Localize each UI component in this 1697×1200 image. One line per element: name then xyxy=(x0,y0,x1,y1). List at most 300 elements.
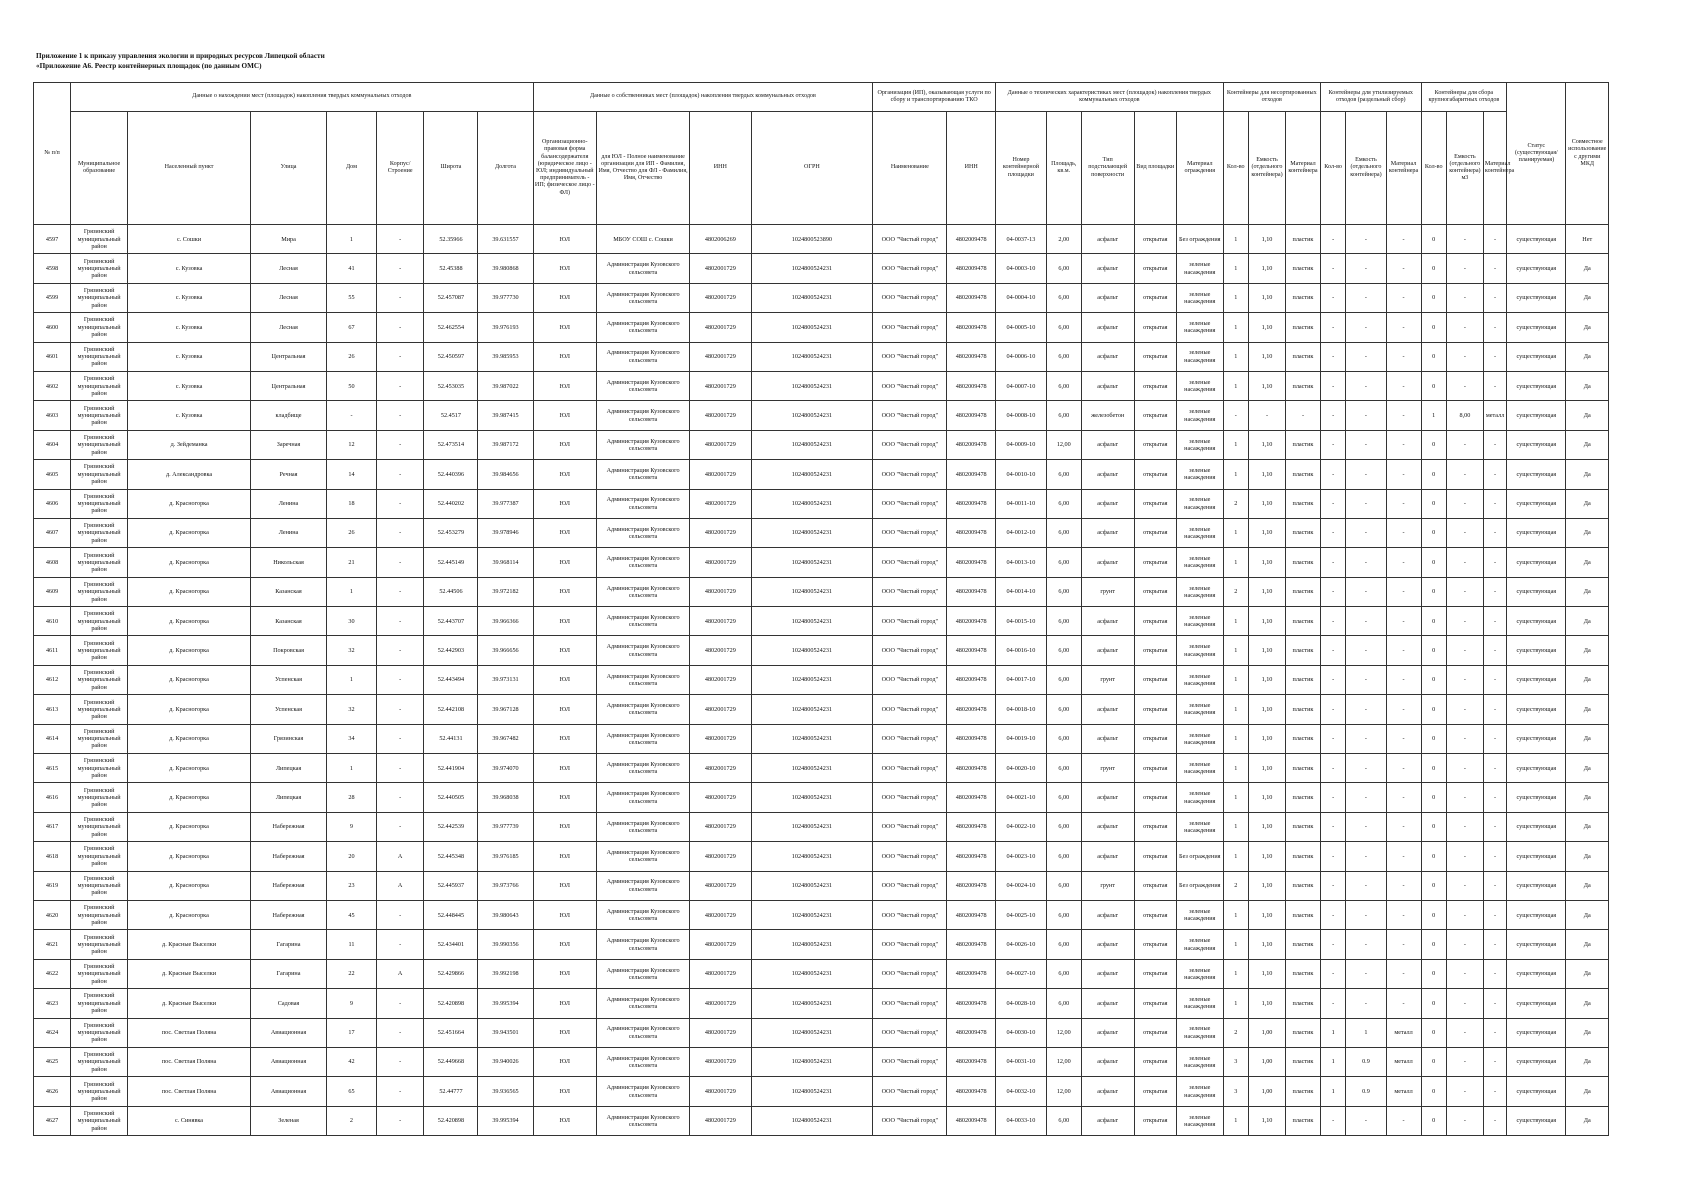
cell-fence: зеленые насаждения xyxy=(1176,665,1223,694)
cell-owner-name: Администрация Кузовского сельсовета xyxy=(597,430,690,459)
cell-operator-name: ООО "Чистый город" xyxy=(873,812,947,841)
cell-street: Лесная xyxy=(250,313,326,342)
cell-row-number: 4626 xyxy=(34,1077,71,1106)
cell-unsorted-material: пластик xyxy=(1286,430,1321,459)
cell-longitude: 39.977730 xyxy=(478,283,533,312)
cell-site-number: 04-0006-10 xyxy=(996,342,1047,371)
cell-building: - xyxy=(376,371,424,400)
cell-unsorted-material: пластик xyxy=(1286,665,1321,694)
cell-recyclable-material: - xyxy=(1386,254,1421,283)
cell-surface: асфальт xyxy=(1081,695,1134,724)
cell-operator-inn: 4802009478 xyxy=(947,489,996,518)
cell-unsorted-material: пластик xyxy=(1286,989,1321,1018)
cell-unsorted-material: пластик xyxy=(1286,371,1321,400)
cell-bulky-material: - xyxy=(1483,225,1506,254)
cell-bulky-volume: - xyxy=(1446,754,1483,783)
cell-bulky-material: - xyxy=(1483,607,1506,636)
cell-unsorted-material: пластик xyxy=(1286,313,1321,342)
cell-row-number: 4622 xyxy=(34,959,71,988)
cell-unsorted-volume: 1,00 xyxy=(1248,1077,1285,1106)
cell-operator-inn: 4802009478 xyxy=(947,430,996,459)
cell-settlement: д. Красные Выселки xyxy=(128,959,251,988)
header-group-bulky-containers: Контейнеры для сбора крупногабаритных отходов xyxy=(1421,83,1507,112)
cell-site-type: открытая xyxy=(1134,283,1176,312)
cell-house: 65 xyxy=(327,1077,377,1106)
cell-site-type: открытая xyxy=(1134,930,1176,959)
cell-owner-ogrn: 1024800524231 xyxy=(751,283,873,312)
cell-owner-ogrn: 1024800524231 xyxy=(751,665,873,694)
cell-operator-name: ООО "Чистый город" xyxy=(873,607,947,636)
cell-operator-inn: 4802009478 xyxy=(947,607,996,636)
cell-site-number: 04-0004-10 xyxy=(996,283,1047,312)
table-row xyxy=(34,430,1609,459)
table-row xyxy=(34,871,1609,900)
cell-recyclable-material: - xyxy=(1386,665,1421,694)
header-site-number: Номер контейнерной площадки xyxy=(996,112,1047,225)
cell-unsorted-material: пластик xyxy=(1286,724,1321,753)
cell-site-number: 04-0018-10 xyxy=(996,695,1047,724)
cell-bulky-material: - xyxy=(1483,989,1506,1018)
cell-settlement: с. Кузовка xyxy=(128,371,251,400)
cell-owner-inn: 4802001729 xyxy=(690,371,751,400)
cell-operator-name: ООО "Чистый город" xyxy=(873,1106,947,1135)
cell-operator-inn: 4802009478 xyxy=(947,842,996,871)
cell-site-type: открытая xyxy=(1134,577,1176,606)
cell-operator-inn: 4802009478 xyxy=(947,871,996,900)
cell-latitude: 52.473514 xyxy=(424,430,478,459)
cell-house: 21 xyxy=(327,548,377,577)
cell-recyclable-material: - xyxy=(1386,577,1421,606)
cell-owner-name: Администрация Кузовского сельсовета xyxy=(597,783,690,812)
header-owner-inn: ИНН xyxy=(690,112,751,225)
cell-owner-inn: 4802001729 xyxy=(690,754,751,783)
cell-recyclable-count: - xyxy=(1320,871,1345,900)
cell-latitude: 52.445937 xyxy=(424,871,478,900)
cell-bulky-volume: - xyxy=(1446,842,1483,871)
cell-recyclable-volume: - xyxy=(1346,930,1386,959)
cell-legal-form: ЮЛ xyxy=(533,1077,596,1106)
cell-house: - xyxy=(327,401,377,430)
cell-site-number: 04-0017-10 xyxy=(996,665,1047,694)
cell-municipality: Грязинский муниципальный район xyxy=(71,900,128,929)
cell-row-number: 4597 xyxy=(34,225,71,254)
cell-operator-name: ООО "Чистый город" xyxy=(873,783,947,812)
header-line-1: Приложение 1 к приказу управления экологии и природных ресурсов Липецкой области xyxy=(36,52,325,60)
cell-area: 12,00 xyxy=(1046,1047,1081,1076)
cell-building: - xyxy=(376,724,424,753)
cell-bulky-count: 0 xyxy=(1421,812,1446,841)
cell-shared-use: Да xyxy=(1566,342,1609,371)
cell-owner-inn: 4802001729 xyxy=(690,1047,751,1076)
table-row xyxy=(34,1047,1609,1076)
cell-bulky-count: 0 xyxy=(1421,783,1446,812)
cell-longitude: 39.631557 xyxy=(478,225,533,254)
cell-recyclable-count: - xyxy=(1320,489,1345,518)
cell-site-type: открытая xyxy=(1134,959,1176,988)
cell-building: - xyxy=(376,812,424,841)
cell-recyclable-count: 1 xyxy=(1320,1077,1345,1106)
header-group-unsorted-containers: Контейнеры для несортированных отходов xyxy=(1223,83,1320,112)
cell-latitude: 52.448445 xyxy=(424,900,478,929)
cell-row-number: 4619 xyxy=(34,871,71,900)
cell-bulky-volume: - xyxy=(1446,783,1483,812)
table-row xyxy=(34,636,1609,665)
cell-street: Гагарина xyxy=(250,959,326,988)
cell-unsorted-volume: 1,10 xyxy=(1248,283,1285,312)
cell-building: - xyxy=(376,900,424,929)
table-header xyxy=(34,83,1609,225)
table-row xyxy=(34,401,1609,430)
cell-longitude: 39.976185 xyxy=(478,842,533,871)
cell-bulky-count: 0 xyxy=(1421,871,1446,900)
cell-operator-name: ООО "Чистый город" xyxy=(873,989,947,1018)
cell-recyclable-count: - xyxy=(1320,430,1345,459)
cell-fence: зеленые насаждения xyxy=(1176,283,1223,312)
cell-owner-name: Администрация Кузовского сельсовета xyxy=(597,871,690,900)
cell-area: 6,00 xyxy=(1046,754,1081,783)
cell-longitude: 39.966656 xyxy=(478,636,533,665)
cell-row-number: 4627 xyxy=(34,1106,71,1135)
cell-shared-use: Да xyxy=(1566,636,1609,665)
cell-owner-name: Администрация Кузовского сельсовета xyxy=(597,254,690,283)
cell-street: Набережная xyxy=(250,871,326,900)
table-row xyxy=(34,1106,1609,1135)
cell-fence: зеленые насаждения xyxy=(1176,1077,1223,1106)
cell-latitude: 52.443707 xyxy=(424,607,478,636)
cell-street: Успенская xyxy=(250,695,326,724)
cell-house: 45 xyxy=(327,900,377,929)
cell-recyclable-count: - xyxy=(1320,254,1345,283)
cell-area: 6,00 xyxy=(1046,665,1081,694)
cell-area: 6,00 xyxy=(1046,1106,1081,1135)
cell-operator-name: ООО "Чистый город" xyxy=(873,283,947,312)
cell-unsorted-count: 1 xyxy=(1223,754,1248,783)
cell-row-number: 4624 xyxy=(34,1018,71,1047)
cell-recyclable-material: - xyxy=(1386,783,1421,812)
header-group-operator: Организация (ИП), оказывающая услуги по сбору и транспортированию ТКО xyxy=(873,83,996,112)
cell-settlement: с. Сошки xyxy=(128,225,251,254)
cell-bulky-count: 0 xyxy=(1421,489,1446,518)
cell-operator-name: ООО "Чистый город" xyxy=(873,371,947,400)
cell-fence: зеленые насаждения xyxy=(1176,636,1223,665)
cell-owner-ogrn: 1024800524231 xyxy=(751,989,873,1018)
cell-legal-form: ЮЛ xyxy=(533,695,596,724)
table-row xyxy=(34,577,1609,606)
cell-surface: асфальт xyxy=(1081,489,1134,518)
cell-owner-inn: 4802001729 xyxy=(690,1106,751,1135)
cell-row-number: 4612 xyxy=(34,665,71,694)
cell-building: - xyxy=(376,1077,424,1106)
cell-operator-inn: 4802009478 xyxy=(947,812,996,841)
cell-recyclable-count: - xyxy=(1320,636,1345,665)
cell-unsorted-volume: 1,10 xyxy=(1248,930,1285,959)
cell-bulky-volume: - xyxy=(1446,489,1483,518)
cell-owner-name: Администрация Кузовского сельсовета xyxy=(597,577,690,606)
cell-recyclable-volume: - xyxy=(1346,989,1386,1018)
cell-legal-form: ЮЛ xyxy=(533,607,596,636)
cell-longitude: 39.995394 xyxy=(478,989,533,1018)
cell-shared-use: Да xyxy=(1566,900,1609,929)
cell-municipality: Грязинский муниципальный район xyxy=(71,489,128,518)
table-row xyxy=(34,518,1609,547)
cell-row-number: 4611 xyxy=(34,636,71,665)
cell-status: существующая xyxy=(1507,1077,1566,1106)
cell-fence: зеленые насаждения xyxy=(1176,401,1223,430)
cell-building: - xyxy=(376,225,424,254)
cell-surface: грунт xyxy=(1081,754,1134,783)
cell-owner-name: Администрация Кузовского сельсовета xyxy=(597,989,690,1018)
cell-area: 6,00 xyxy=(1046,695,1081,724)
header-fence: Материал ограждения xyxy=(1176,112,1223,225)
cell-recyclable-count: - xyxy=(1320,754,1345,783)
cell-surface: асфальт xyxy=(1081,812,1134,841)
cell-unsorted-material: пластик xyxy=(1286,812,1321,841)
header-legal-form: Организационно-правовая форма балансодержателя (юридическое лицо - ЮЛ; индивидуальный предприниматель - ИП; физическое лицо - ФЛ) xyxy=(533,112,596,225)
cell-owner-ogrn: 1024800524231 xyxy=(751,607,873,636)
header-operator-name: Наименование xyxy=(873,112,947,225)
cell-latitude: 52.462554 xyxy=(424,313,478,342)
cell-latitude: 52.450597 xyxy=(424,342,478,371)
cell-operator-inn: 4802009478 xyxy=(947,1106,996,1135)
cell-unsorted-count: 2 xyxy=(1223,489,1248,518)
cell-settlement: с. Кузовка xyxy=(128,401,251,430)
cell-operator-inn: 4802009478 xyxy=(947,1047,996,1076)
cell-area: 6,00 xyxy=(1046,313,1081,342)
header-unsorted-material: Материал контейнера xyxy=(1286,112,1321,225)
cell-status: существующая xyxy=(1507,313,1566,342)
cell-house: 12 xyxy=(327,430,377,459)
cell-unsorted-volume: 1,10 xyxy=(1248,842,1285,871)
cell-operator-name: ООО "Чистый город" xyxy=(873,430,947,459)
cell-building: - xyxy=(376,313,424,342)
cell-status: существующая xyxy=(1507,1018,1566,1047)
cell-recyclable-count: - xyxy=(1320,900,1345,929)
cell-unsorted-volume: 1,10 xyxy=(1248,254,1285,283)
cell-house: 1 xyxy=(327,577,377,606)
cell-operator-inn: 4802009478 xyxy=(947,783,996,812)
cell-longitude: 39.940026 xyxy=(478,1047,533,1076)
cell-legal-form: ЮЛ xyxy=(533,724,596,753)
cell-surface: асфальт xyxy=(1081,842,1134,871)
cell-owner-name: Администрация Кузовского сельсовета xyxy=(597,1106,690,1135)
cell-owner-ogrn: 1024800524231 xyxy=(751,1106,873,1135)
cell-latitude: 52.44506 xyxy=(424,577,478,606)
cell-row-number: 4598 xyxy=(34,254,71,283)
cell-municipality: Грязинский муниципальный район xyxy=(71,989,128,1018)
cell-bulky-material: - xyxy=(1483,313,1506,342)
table-row xyxy=(34,489,1609,518)
header-unsorted-volume: Емкость (отдельного контейнера) xyxy=(1248,112,1285,225)
cell-recyclable-material: - xyxy=(1386,754,1421,783)
cell-settlement: д. Красногорка xyxy=(128,871,251,900)
cell-bulky-volume: - xyxy=(1446,342,1483,371)
cell-operator-name: ООО "Чистый город" xyxy=(873,665,947,694)
cell-legal-form: ЮЛ xyxy=(533,754,596,783)
cell-house: 9 xyxy=(327,812,377,841)
cell-longitude: 39.967128 xyxy=(478,695,533,724)
cell-longitude: 39.936565 xyxy=(478,1077,533,1106)
cell-settlement: д. Красногорка xyxy=(128,489,251,518)
cell-owner-name: Администрация Кузовского сельсовета xyxy=(597,401,690,430)
cell-row-number: 4603 xyxy=(34,401,71,430)
cell-owner-name: Администрация Кузовского сельсовета xyxy=(597,460,690,489)
cell-unsorted-volume: 1,10 xyxy=(1248,518,1285,547)
cell-site-number: 04-0023-10 xyxy=(996,842,1047,871)
cell-settlement: д. Красногорка xyxy=(128,724,251,753)
cell-bulky-count: 0 xyxy=(1421,1077,1446,1106)
cell-site-type: открытая xyxy=(1134,783,1176,812)
cell-bulky-volume: - xyxy=(1446,371,1483,400)
cell-street: Мира xyxy=(250,225,326,254)
cell-bulky-volume: - xyxy=(1446,548,1483,577)
cell-owner-inn: 4802001729 xyxy=(690,724,751,753)
cell-bulky-count: 0 xyxy=(1421,430,1446,459)
cell-site-type: открытая xyxy=(1134,1106,1176,1135)
cell-shared-use: Нет xyxy=(1566,225,1609,254)
cell-site-type: открытая xyxy=(1134,1047,1176,1076)
cell-row-number: 4618 xyxy=(34,842,71,871)
cell-recyclable-count: 1 xyxy=(1320,1047,1345,1076)
cell-area: 12,00 xyxy=(1046,1018,1081,1047)
cell-recyclable-material: - xyxy=(1386,812,1421,841)
table-row xyxy=(34,930,1609,959)
cell-municipality: Грязинский муниципальный район xyxy=(71,1106,128,1135)
cell-legal-form: ЮЛ xyxy=(533,900,596,929)
cell-settlement: с. Кузовка xyxy=(128,283,251,312)
cell-unsorted-material: пластик xyxy=(1286,607,1321,636)
table-row xyxy=(34,607,1609,636)
cell-street: Речная xyxy=(250,460,326,489)
cell-owner-inn: 4802001729 xyxy=(690,665,751,694)
cell-municipality: Грязинский муниципальный район xyxy=(71,518,128,547)
cell-municipality: Грязинский муниципальный район xyxy=(71,959,128,988)
cell-site-number: 04-0010-10 xyxy=(996,460,1047,489)
cell-fence: зеленые насаждения xyxy=(1176,754,1223,783)
cell-recyclable-count: - xyxy=(1320,695,1345,724)
cell-site-type: открытая xyxy=(1134,489,1176,518)
cell-recyclable-count: - xyxy=(1320,724,1345,753)
cell-surface: асфальт xyxy=(1081,313,1134,342)
cell-site-type: открытая xyxy=(1134,665,1176,694)
cell-recyclable-material: - xyxy=(1386,548,1421,577)
cell-site-type: открытая xyxy=(1134,430,1176,459)
cell-area: 6,00 xyxy=(1046,989,1081,1018)
cell-fence: зеленые насаждения xyxy=(1176,548,1223,577)
cell-owner-ogrn: 1024800524231 xyxy=(751,959,873,988)
header-operator-inn: ИНН xyxy=(947,112,996,225)
cell-owner-ogrn: 1024800524231 xyxy=(751,577,873,606)
cell-unsorted-volume: 1,10 xyxy=(1248,871,1285,900)
cell-municipality: Грязинский муниципальный район xyxy=(71,460,128,489)
cell-operator-name: ООО "Чистый город" xyxy=(873,518,947,547)
cell-street: Грязинская xyxy=(250,724,326,753)
cell-recyclable-volume: - xyxy=(1346,548,1386,577)
cell-recyclable-volume: - xyxy=(1346,871,1386,900)
cell-house: 14 xyxy=(327,460,377,489)
cell-legal-form: ЮЛ xyxy=(533,665,596,694)
cell-status: существующая xyxy=(1507,225,1566,254)
cell-owner-inn: 4802001729 xyxy=(690,1018,751,1047)
cell-unsorted-material: пластик xyxy=(1286,959,1321,988)
cell-site-number: 04-0025-10 xyxy=(996,900,1047,929)
cell-owner-inn: 4802001729 xyxy=(690,842,751,871)
cell-legal-form: ЮЛ xyxy=(533,842,596,871)
cell-owner-ogrn: 1024800524231 xyxy=(751,754,873,783)
cell-unsorted-volume: 1,10 xyxy=(1248,607,1285,636)
cell-unsorted-volume: - xyxy=(1248,401,1285,430)
cell-settlement: с. Кузовка xyxy=(128,342,251,371)
cell-recyclable-volume: - xyxy=(1346,313,1386,342)
cell-status: существующая xyxy=(1507,401,1566,430)
cell-recyclable-material: - xyxy=(1386,989,1421,1018)
cell-building: - xyxy=(376,695,424,724)
cell-bulky-count: 0 xyxy=(1421,1106,1446,1135)
cell-owner-name: Администрация Кузовского сельсовета xyxy=(597,842,690,871)
cell-latitude: 52.443494 xyxy=(424,665,478,694)
cell-unsorted-material: пластик xyxy=(1286,518,1321,547)
cell-bulky-count: 0 xyxy=(1421,225,1446,254)
cell-recyclable-volume: - xyxy=(1346,665,1386,694)
cell-fence: зеленые насаждения xyxy=(1176,371,1223,400)
cell-bulky-volume: - xyxy=(1446,1018,1483,1047)
cell-bulky-count: 0 xyxy=(1421,313,1446,342)
cell-operator-inn: 4802009478 xyxy=(947,900,996,929)
cell-owner-inn: 4802001729 xyxy=(690,636,751,665)
cell-unsorted-material: пластик xyxy=(1286,283,1321,312)
cell-recyclable-material: - xyxy=(1386,342,1421,371)
cell-recyclable-volume: - xyxy=(1346,371,1386,400)
cell-shared-use: Да xyxy=(1566,430,1609,459)
cell-bulky-volume: - xyxy=(1446,930,1483,959)
cell-site-type: открытая xyxy=(1134,342,1176,371)
cell-unsorted-material: пластик xyxy=(1286,1018,1321,1047)
cell-longitude: 39.967482 xyxy=(478,724,533,753)
cell-recyclable-volume: - xyxy=(1346,518,1386,547)
cell-unsorted-count: 1 xyxy=(1223,313,1248,342)
cell-bulky-volume: - xyxy=(1446,283,1483,312)
cell-site-type: открытая xyxy=(1134,871,1176,900)
cell-latitude: 52.420898 xyxy=(424,989,478,1018)
cell-legal-form: ЮЛ xyxy=(533,254,596,283)
cell-operator-inn: 4802009478 xyxy=(947,989,996,1018)
cell-recyclable-material: - xyxy=(1386,930,1421,959)
cell-status: существующая xyxy=(1507,871,1566,900)
cell-unsorted-count: 2 xyxy=(1223,871,1248,900)
cell-longitude: 39.990356 xyxy=(478,930,533,959)
cell-surface: асфальт xyxy=(1081,636,1134,665)
cell-area: 6,00 xyxy=(1046,930,1081,959)
cell-recyclable-volume: - xyxy=(1346,959,1386,988)
cell-owner-inn: 4802001729 xyxy=(690,871,751,900)
cell-owner-name: Администрация Кузовского сельсовета xyxy=(597,313,690,342)
cell-settlement: с. Кузовка xyxy=(128,254,251,283)
table-row xyxy=(34,724,1609,753)
cell-owner-name: Администрация Кузовского сельсовета xyxy=(597,1047,690,1076)
cell-operator-name: ООО "Чистый город" xyxy=(873,577,947,606)
cell-bulky-material: - xyxy=(1483,1077,1506,1106)
cell-bulky-material: - xyxy=(1483,254,1506,283)
cell-site-number: 04-0012-10 xyxy=(996,518,1047,547)
cell-recyclable-volume: - xyxy=(1346,577,1386,606)
cell-bulky-volume: - xyxy=(1446,900,1483,929)
cell-bulky-material: - xyxy=(1483,430,1506,459)
cell-bulky-volume: - xyxy=(1446,724,1483,753)
cell-operator-name: ООО "Чистый город" xyxy=(873,754,947,783)
cell-building: А xyxy=(376,842,424,871)
cell-surface: асфальт xyxy=(1081,1077,1134,1106)
cell-bulky-material: - xyxy=(1483,1106,1506,1135)
cell-bulky-count: 0 xyxy=(1421,1047,1446,1076)
